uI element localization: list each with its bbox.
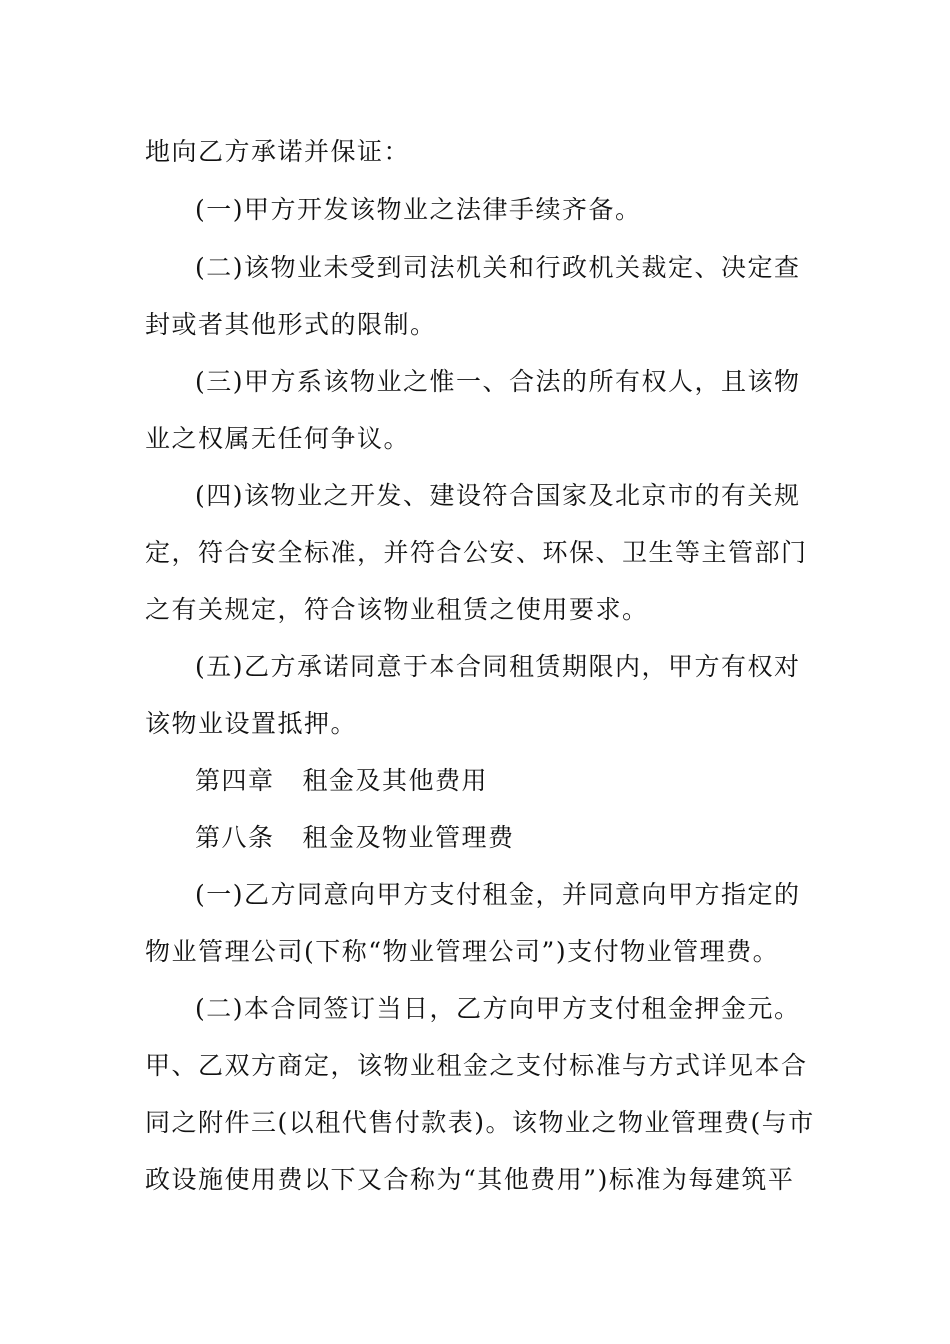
paragraph-line: (三)甲方系该物业之惟一、合法的所有权人，且该物 <box>195 367 801 396</box>
chapter-number: 第四章 <box>195 766 275 795</box>
paragraph-line: 封或者其他形式的限制。 <box>145 310 437 339</box>
paragraph-line: 定，符合安全标准，并符合公安、环保、卫生等主管部门 <box>145 538 808 567</box>
paragraph-line: (五)乙方承诺同意于本合同租赁期限内，甲方有权对 <box>195 652 801 681</box>
paragraph-line: 地向乙方承诺并保证： <box>145 137 411 166</box>
paragraph-line: (二)该物业未受到司法机关和行政机关裁定、决定查 <box>195 253 801 282</box>
paragraph-line: 政设施使用费以下又合称为“其他费用”)标准为每建筑平 <box>145 1165 795 1194</box>
paragraph-line: (一)甲方开发该物业之法律手续齐备。 <box>195 195 642 224</box>
paragraph-line: (四)该物业之开发、建设符合国家及北京市的有关规 <box>195 481 801 510</box>
paragraph-line: (二)本合同签订当日，乙方向甲方支付租金押金元。 <box>195 994 801 1023</box>
chapter-heading <box>195 766 488 796</box>
chapter-title: 租金及其他费用 <box>302 766 489 795</box>
paragraph-line: 该物业设置抵押。 <box>145 709 358 738</box>
paragraph-line: 甲、乙双方商定，该物业租金之支付标准与方式详见本合 <box>145 1051 808 1080</box>
paragraph-line: 之有关规定，符合该物业租赁之使用要求。 <box>145 595 649 624</box>
paragraph-line: (一)乙方同意向甲方支付租金，并同意向甲方指定的 <box>195 880 801 909</box>
paragraph-line: 业之权属无任何争议。 <box>145 424 411 453</box>
article-heading <box>195 823 515 853</box>
article-title: 租金及物业管理费 <box>302 823 515 852</box>
paragraph-line: 同之附件三(以租代售付款表)。该物业之物业管理费(与市 <box>145 1108 815 1137</box>
article-number: 第八条 <box>195 823 275 852</box>
paragraph-line: 物业管理公司(下称“物业管理公司”)支付物业管理费。 <box>145 937 780 966</box>
